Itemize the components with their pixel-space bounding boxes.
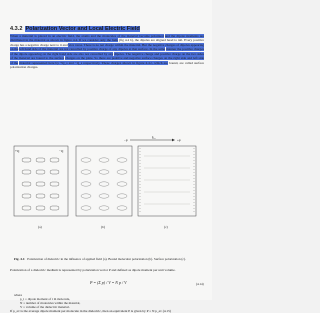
label-a: (a) <box>38 225 42 229</box>
section-title: Polarization Vector and Local Electric Field <box>25 26 140 32</box>
paragraph-polarization-intro <box>10 34 204 70</box>
label-eo: E₀ <box>152 136 156 140</box>
equation-4-14 <box>90 280 127 285</box>
body-text: Polarization of a dielectric medium is represented by polarization vector P and defined as dipole moment <box>10 268 153 272</box>
highlighted-text: material represented here by +Q_s and −Q_s respectively. These charges shown in figure 4.4.c, which are <box>19 60 168 65</box>
figure-caption <box>14 257 202 261</box>
panel-a <box>14 146 68 216</box>
body-text: bound, are called surface polarization charges. <box>10 60 204 70</box>
highlighted-text: When a material is placed in an electric field, the atoms and the molecules of the material become polarized <box>10 34 164 38</box>
caption-tag: Fig. 4.4 <box>14 257 25 261</box>
label-p-left: −P <box>124 138 128 143</box>
panel-b <box>76 146 132 216</box>
where-label: where <box>14 293 23 297</box>
highlighted-text: charges on the plate. So there are positive and negative surface charges on the right side and left side of the <box>10 56 204 65</box>
equation-number: (4.15) <box>162 309 171 313</box>
body-text: If p_av is the average dipole moment per molecule in the dielectric, then an equivalent P is given by <box>10 309 146 313</box>
definitions-list <box>20 297 200 310</box>
equation-text: P = N p_av <box>146 309 162 313</box>
section-number: 4.3.2 <box>10 26 23 32</box>
paragraph-average-dipole <box>10 309 204 313</box>
label-c: (c) <box>164 225 168 229</box>
field-arrowhead <box>172 139 175 142</box>
highlighted-text: and the dipole moments are distributed in the material as shown in figure 4.4. If we consider only the bulk <box>10 34 204 43</box>
label-q-left: +Q <box>15 149 20 153</box>
body-text: per unit volume. <box>153 268 176 272</box>
label-q-right: −Q <box>59 149 64 153</box>
highlighted-text: dipoles. The negative charge and positive charge on the two sides of the material are bound to the surface <box>10 51 204 61</box>
section-heading <box>10 26 206 32</box>
label-b: (b) <box>101 225 105 229</box>
equation-text: P = (Σ p) / V = N p / V <box>90 280 127 285</box>
caption-text: Polarization of dielectric in the influence of applied field (a). Bound <box>27 257 117 261</box>
definition-item: N = number of molecules within the material, <box>20 301 81 306</box>
highlighted-text: left hand side of the material are not cancelled by positive charge of any dipoles at that surface. In the same <box>19 47 166 52</box>
equation-number: (4.14) <box>196 282 204 286</box>
figure-4-4 <box>12 136 202 236</box>
highlighted-text: vice versa. There is no net charge within the material. But the negative charges of dipoles appearing on the <box>10 42 204 52</box>
label-p-right: +P <box>177 138 181 143</box>
highlighted-text: manner the positive charges of the dipole appearing on the right hand side are also not cancelled by any <box>10 47 204 56</box>
caption-text: molecular polarization (b). Surface polarization (c). <box>117 257 186 261</box>
paragraph-polarization-definition <box>10 268 204 272</box>
definition-item: V = volume of the dielectric material. <box>20 305 70 310</box>
panel-c <box>138 146 196 216</box>
body-text: (fig 4.4 b), the dipoles are aligned head to tail. Every positive charge has a negative charge next to it and <box>10 38 204 47</box>
definition-item: p_i = dipole moment of i th molecule, <box>20 297 71 301</box>
